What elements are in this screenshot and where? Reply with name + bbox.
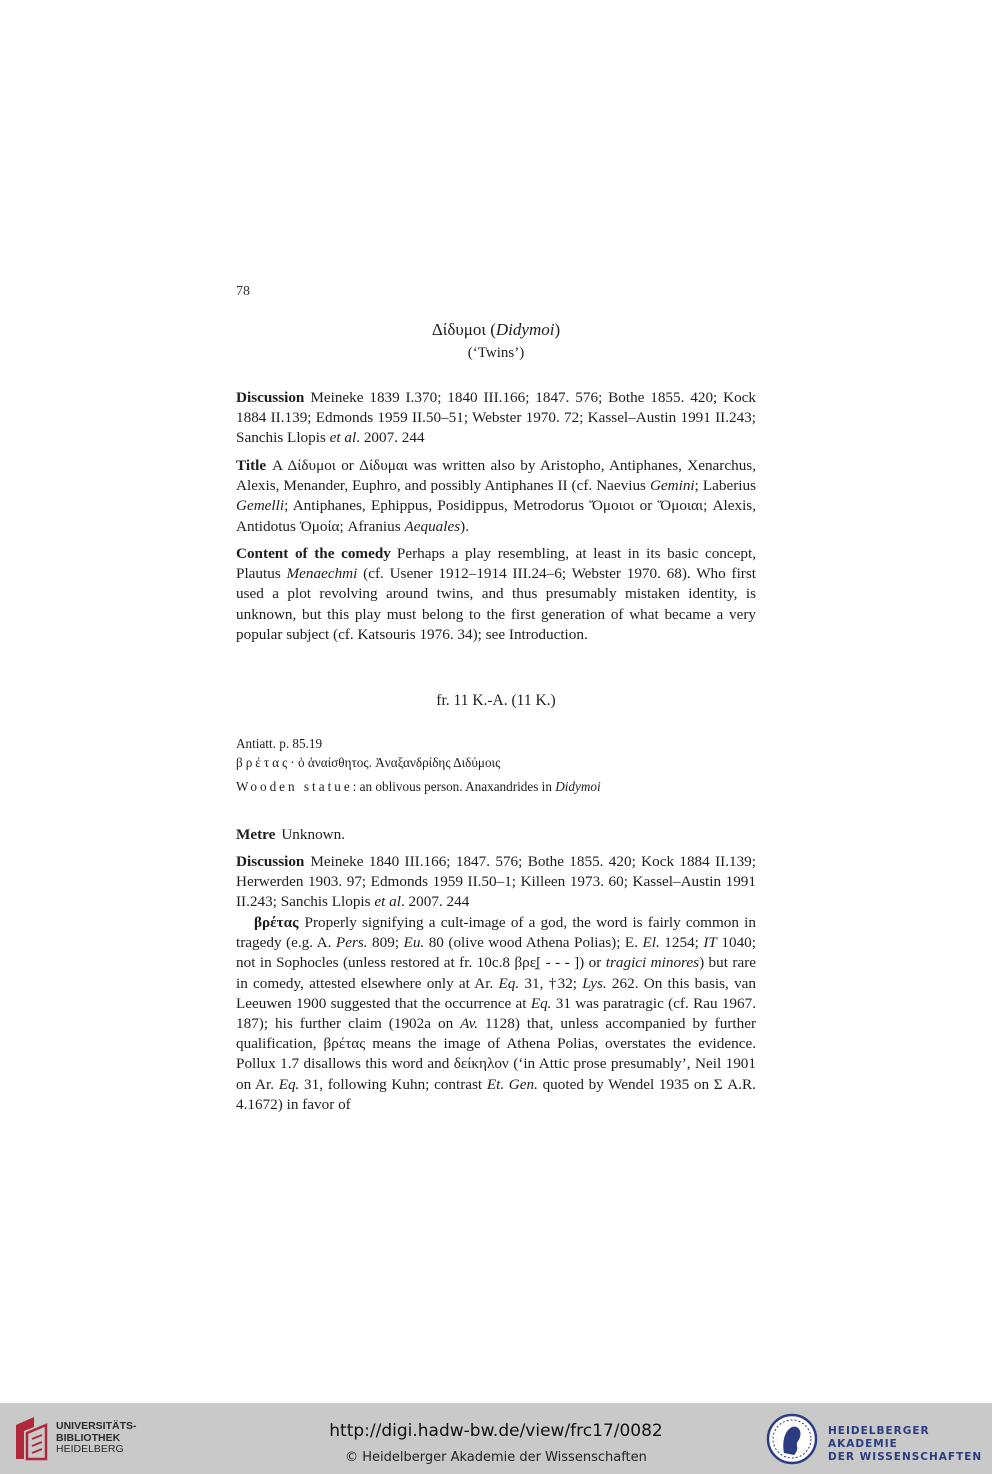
academy-seal-icon — [766, 1413, 818, 1465]
fragment-translation: Wooden statue: an oblivous person. Anaxandrides in Didymoi — [236, 779, 601, 794]
play-subtitle: (‘Twins’) — [467, 345, 525, 361]
fragment-greek: βρέτας· ὁ ἀναίσθητος. Ἀναξανδρίδης Διδύμοις — [236, 754, 501, 770]
metre-section — [236, 825, 756, 845]
commentary-lemma: βρέτας — [254, 914, 299, 931]
academy-name: HEIDELBERGER AKADEMIE DER WISSENSCHAFTEN — [828, 1425, 983, 1463]
discussion-paragraph-2: Discussion Meineke 1840 III.166; 1847. 576; Bothe 1855. 420; Kock 1884 II.139; Herwerden 1903. 97; Edmonds 1959 II.50–1; Killeen 1973. 60; Kassel–Austin 1991 II.243; Sanchis Llopis et al. 2007. 244 — [236, 853, 756, 911]
discussion-section — [236, 388, 756, 449]
commentary-section — [236, 913, 756, 1115]
discussion-paragraph: Discussion Meineke 1839 I.370; 1840 III.166; 1847. 576; Bothe 1855. 420; Kock 1884 II.139; Edmonds 1959 II.50–51; Webster 1970. 72; Kassel–Austin 1991 II.243; Sanchis Llopis et al. 2007. 244 — [236, 389, 756, 447]
discussion-label: Discussion — [236, 389, 305, 406]
content-label: Content of the comedy — [236, 545, 391, 562]
title-label: Title — [236, 457, 267, 474]
title-greek: Δίδυμοι — [431, 320, 486, 339]
discussion-section-2 — [236, 852, 756, 913]
metre-label: Metre — [236, 826, 276, 843]
commentary-paragraph: βρέτας Properly signifying a cult-image of a god, the word is fairly common in tragedy (e.g. A. Pers. 809; Eu. 80 (olive wood Athena Polias); E. El. 1254; IT 1040; not in Sophocles (unless restored at fr. 10c.8 βρε̣[ - - - ]) or tragici minores) but rare in comedy, attested elsewhere only at Ar. Eq. 31, †32; Lys. 262. On this basis, van Leeuwen 1900 suggested that the occurrence at Eq. 31 was paratragic (cf. Rau 1967. 187); his further claim (1902a on Av. 1128) that, unless accompanied by further qualification, βρέτας means the image of Athena Polias, overstates the evidence. Pollux 1.7 disallows this word and δείκηλον (‘in Attic prose presumably’, Neil 1901 on Ar. Eq. 31, following Kuhn; contrast Et. Gen. quoted by Wendel 1935 on Σ A.R. 4.1672) in favor of — [236, 914, 757, 1113]
permalink-url[interactable]: http://digi.hadw-bw.de/view/frc17/0082 — [329, 1421, 663, 1441]
fragment-source: Antiatt. p. 85.19 — [236, 736, 323, 751]
metre-paragraph: Metre Unknown. — [236, 826, 346, 843]
play-title: Δίδυμοι (Didymoi) — [431, 320, 561, 339]
page-number: 78 — [236, 284, 250, 299]
fragment-text — [236, 735, 756, 797]
university-library-name: UNIVERSITÄTS- BIBLIOTHEK HEIDELBERG — [56, 1420, 137, 1455]
fragment-heading: fr. 11 K.-A. (11 K.) — [436, 692, 556, 709]
copyright-notice: © Heidelberger Akademie der Wissenschaften — [345, 1450, 647, 1465]
content-section — [236, 544, 756, 645]
title-paragraph: Title A Δίδυμοι or Δίδυμαι was written also by Aristopho, Antiphanes, Xenarchus, Alexis, Menander, Euphro, and possibly Antiphanes II (cf. Naevius Gemini; Laberius Gemelli; Antiphanes, Ephippus, Posidippus, Metrodorus Ὅμοιοι or Ὅμοιαι; Alexis, Antidotus Ὁμοία; Afranius Aequales). — [236, 457, 756, 535]
discussion-label-2: Discussion — [236, 853, 305, 870]
footer-bar — [0, 1403, 992, 1474]
content-paragraph: Content of the comedy Perhaps a play resembling, at least in its basic concept, Plautus Menaechmi (cf. Usener 1912–1914 III.24–6; Webster 1970. 68). Who first used a plot revolving around twins, and thus presumably mistaken identity, is unknown, but this play must belong to the first generation of what became a very popular subject (cf. Katsouris 1976. 34); see Introduction. — [236, 545, 756, 643]
title-latin: Didymoi — [495, 320, 555, 339]
title-section — [236, 456, 756, 537]
